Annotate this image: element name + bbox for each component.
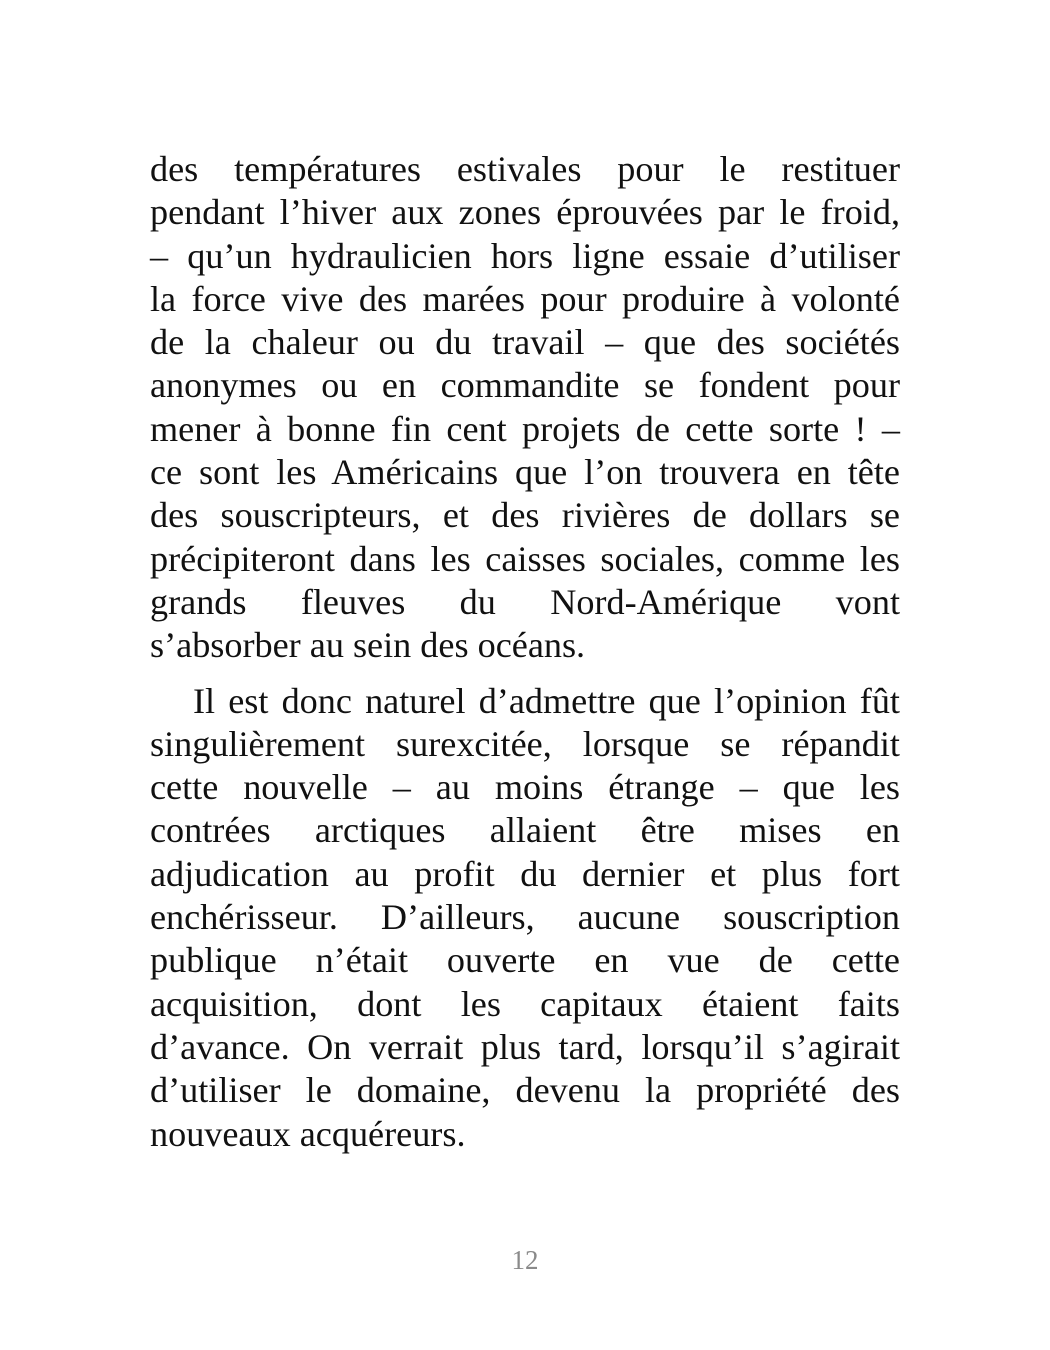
text-line: pendant l’hiver aux zones éprouvées par le froid, [150, 192, 900, 233]
text-line: ce sont les Américains que l’on trouvera en tête [150, 452, 900, 493]
text-line: cette nouvelle – au moins étrange – que les [150, 767, 900, 808]
paragraph-spacer [150, 668, 900, 680]
text-line: publique n’était ouverte en vue de cette [150, 940, 900, 981]
text-line: – qu’un hydraulicien hors ligne essaie d’utiliser [150, 235, 900, 276]
text-line: acquisition, dont les capitaux étaient faits [150, 983, 900, 1024]
paragraph-1 [150, 148, 900, 668]
text-line: la force vive des marées pour produire à volonté [150, 278, 900, 319]
text-line: des températures estivales pour le restituer [150, 149, 900, 189]
text-line: d’avance. On verrait plus tard, lorsqu’il s’agirait [150, 1026, 900, 1067]
text-line: de la chaleur ou du travail – que des sociétés [150, 322, 900, 363]
text-line: adjudication au profit du dernier et plus fort [150, 853, 900, 894]
text-line: précipiteront dans les caisses sociales, comme les [150, 538, 900, 579]
page-number: 12 [511, 1245, 539, 1275]
text-line: Il est donc naturel d’admettre que l’opinion fût [193, 680, 900, 721]
text-line: s’absorber au sein des océans. [150, 625, 586, 666]
body-text [150, 148, 900, 1156]
paragraph-2 [150, 680, 900, 1156]
text-line: enchérisseur. D’ailleurs, aucune souscription [150, 897, 900, 938]
text-line: des souscripteurs, et des rivières de dollars se [150, 495, 900, 536]
text-line: singulièrement surexcitée, lorsque se répandit [150, 723, 900, 764]
text-line: nouveaux acquéreurs. [150, 1113, 466, 1154]
text-line: mener à bonne fin cent projets de cette sorte ! – [150, 408, 900, 449]
text-line: anonymes ou en commandite se fondent pour [150, 365, 900, 406]
text-line: grands fleuves du Nord-Amérique vont [150, 581, 900, 622]
text-line: contrées arctiques allaient être mises en [150, 810, 900, 851]
text-line: d’utiliser le domaine, devenu la propriété des [150, 1070, 900, 1111]
